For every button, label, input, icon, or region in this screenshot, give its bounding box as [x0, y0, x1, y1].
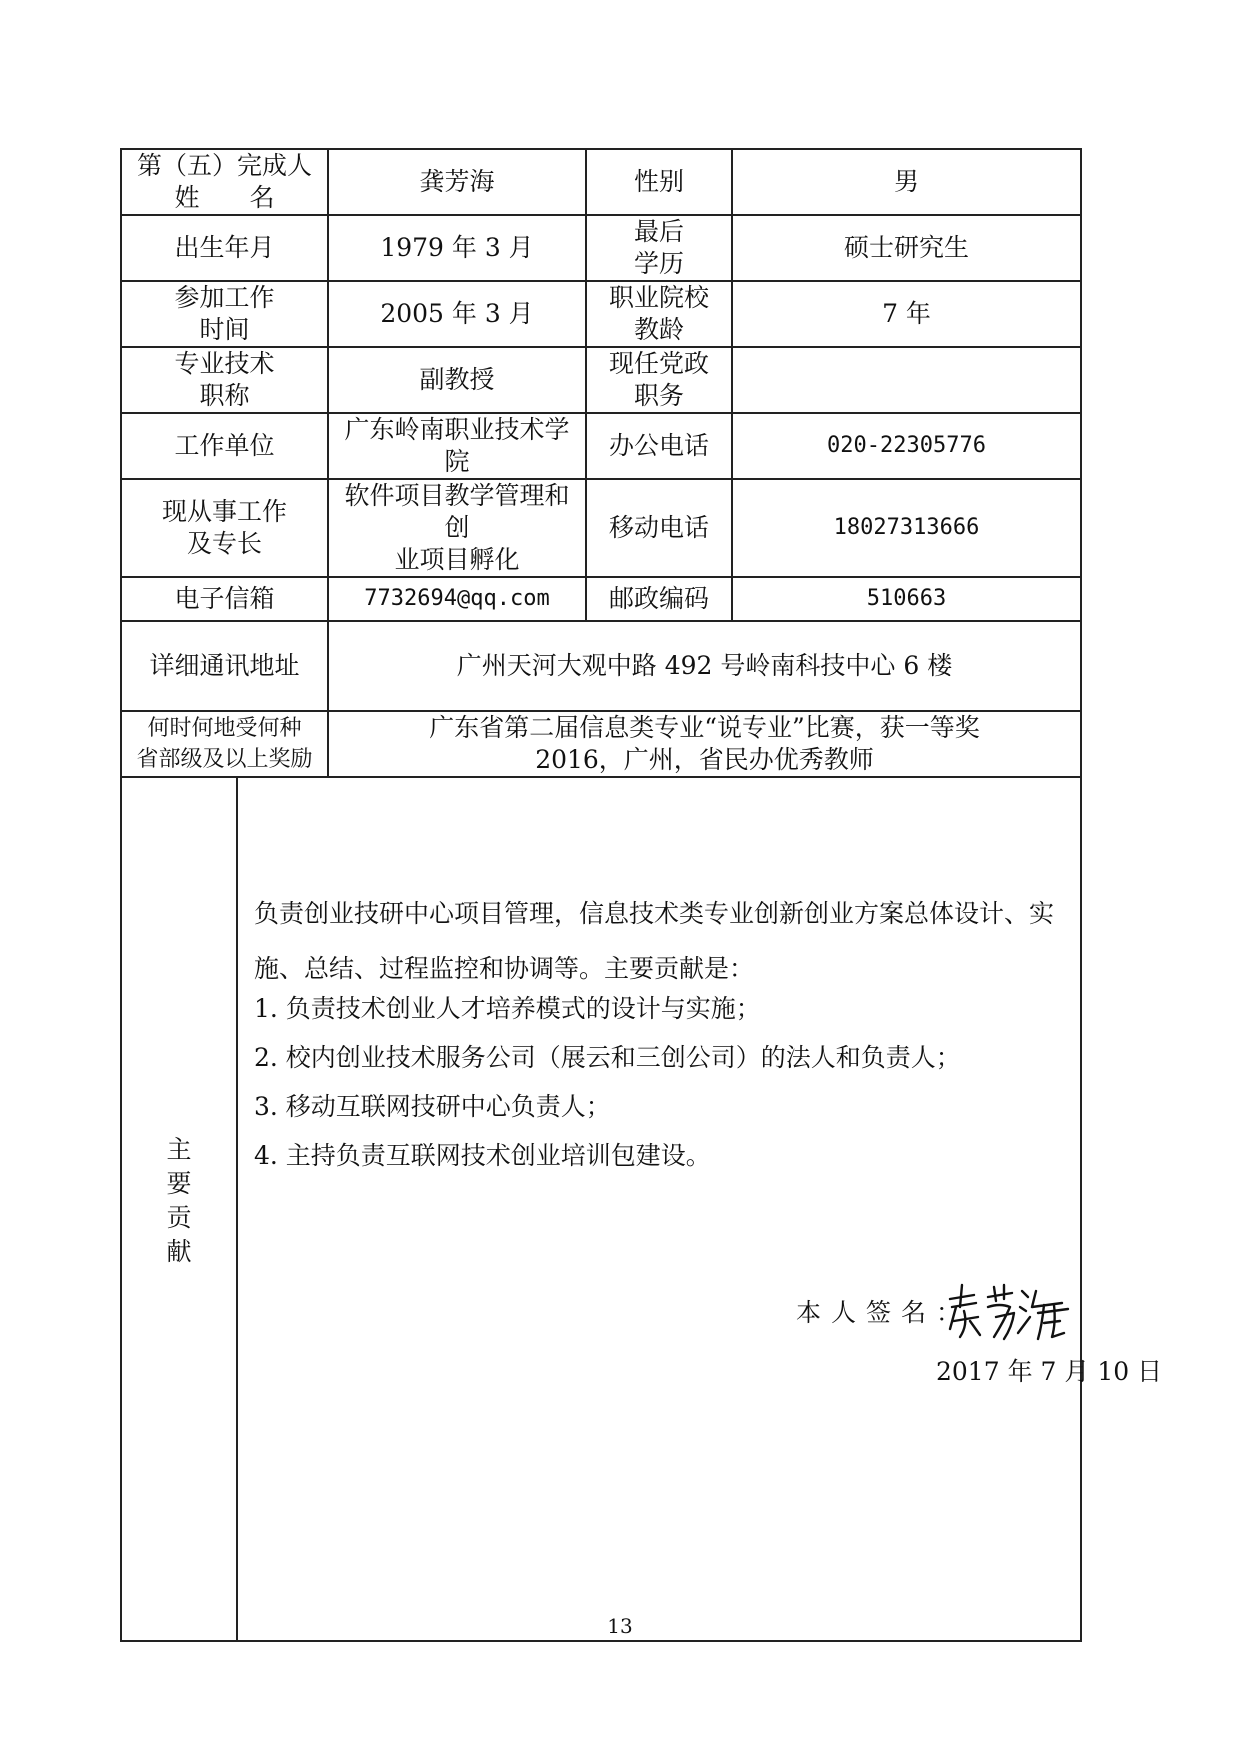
form-row-birth [121, 215, 1081, 281]
label-line: 参加工作 [174, 283, 275, 312]
label-completer-name [121, 149, 328, 215]
label-char: 主 [166, 1135, 192, 1164]
value-mobile-phone: 18027313666 [732, 479, 1081, 577]
contributions-body [236, 778, 1163, 1640]
value-party-position [732, 347, 1081, 413]
form-row-title [121, 347, 1081, 413]
value-teaching-years: 7 年 [732, 281, 1081, 347]
award-line: 广东省第二届信息类专业“说专业”比赛，获一等奖 [429, 713, 980, 742]
form-row-address [121, 621, 1081, 711]
label-line: 时间 [199, 315, 250, 344]
label-line: 职业院校 [608, 283, 709, 312]
label-employer: 工作单位 [121, 413, 328, 479]
label-gender: 性别 [586, 149, 732, 215]
label-current-work [121, 479, 328, 577]
label-birth-date: 出生年月 [121, 215, 328, 281]
label-mobile-phone: 移动电话 [586, 479, 732, 577]
contribution-item: 1. 负责技术创业人才培养模式的设计与实施； [254, 994, 761, 1023]
label-party-position [586, 347, 732, 413]
value-name: 龚芳海 [328, 149, 586, 215]
label-line: 现从事工作 [161, 497, 287, 526]
signature-label: 本人签名： [796, 1298, 972, 1327]
label-office-phone: 办公电话 [586, 413, 732, 479]
page-number: 13 [607, 1614, 633, 1638]
label-char: 要 [166, 1169, 192, 1198]
label-line: 专业技术 [174, 349, 275, 378]
value-birth-date: 1979 年 3 月 [328, 215, 586, 281]
award-line: 2016，广州，省民办优秀教师 [535, 745, 874, 774]
label-line: 姓 名 [174, 183, 275, 212]
value-office-phone: 020-22305776 [732, 413, 1081, 479]
value-current-work [328, 479, 586, 577]
label-line: 现任党政 [608, 349, 709, 378]
label-teaching-years [586, 281, 732, 347]
label-line: 职称 [199, 381, 250, 410]
label-line: 职务 [633, 381, 684, 410]
label-professional-title [121, 347, 328, 413]
label-line: 最后 [633, 217, 684, 246]
value-line: 业项目孵化 [394, 545, 520, 574]
contribution-item: 4. 主持负责互联网技术创业培训包建设。 [254, 1141, 711, 1170]
label-address: 详细通讯地址 [121, 621, 328, 711]
signature-row [796, 1283, 1116, 1353]
form-row-employer [121, 413, 1081, 479]
contribution-item: 3. 移动互联网技研中心负责人； [254, 1092, 611, 1121]
label-char: 献 [166, 1237, 192, 1266]
form-row-email [121, 577, 1081, 621]
personnel-form-table [120, 148, 1163, 1642]
label-line: 学历 [633, 249, 684, 278]
contributions-paragraph: 负责创业技研中心项目管理，信息技术类专业创新创业方案总体设计、实施、总结、过程监控和协调等。主要贡献是： [254, 899, 1055, 983]
contributions-label [122, 1133, 236, 1269]
value-email: 7732694@qq.com [328, 577, 586, 621]
label-email: 电子信箱 [121, 577, 328, 621]
value-line: 软件项目教学管理和创 [344, 481, 570, 542]
label-line: 第（五）完成人 [136, 151, 312, 180]
label-line: 及专长 [186, 529, 262, 558]
handwritten-signature [944, 1277, 1074, 1347]
contributions-label-column [122, 778, 238, 1640]
contributions-cell [121, 777, 1163, 1641]
value-employer: 广东岭南职业技术学院 [328, 413, 586, 479]
value-postal-code: 510663 [732, 577, 1081, 621]
label-awards [121, 711, 328, 777]
value-awards [328, 711, 1081, 777]
value-professional-title: 副教授 [328, 347, 586, 413]
value-work-start: 2005 年 3 月 [328, 281, 586, 347]
label-work-start [121, 281, 328, 347]
form-row-contributions [121, 777, 1081, 1641]
value-gender: 男 [732, 149, 1081, 215]
label-line: 何时何地受何种 [147, 716, 302, 741]
contribution-item: 2. 校内创业技术服务公司（展云和三创公司）的法人和负责人； [254, 1043, 961, 1072]
value-address: 广州天河大观中路 492 号岭南科技中心 6 楼 [328, 621, 1081, 711]
label-postal-code: 邮政编码 [586, 577, 732, 621]
form-row-awards [121, 711, 1081, 777]
form-row-work-start [121, 281, 1081, 347]
label-line: 省部级及以上奖励 [136, 747, 313, 772]
label-education [586, 215, 732, 281]
value-education: 硕士研究生 [732, 215, 1081, 281]
label-line: 教龄 [633, 315, 684, 344]
contributions-wrapper [122, 778, 1163, 1640]
form-row-name [121, 149, 1081, 215]
label-char: 贡 [166, 1203, 192, 1232]
form-row-specialty [121, 479, 1081, 577]
signature-date: 2017 年 7 月 10 日 [936, 1357, 1163, 1386]
